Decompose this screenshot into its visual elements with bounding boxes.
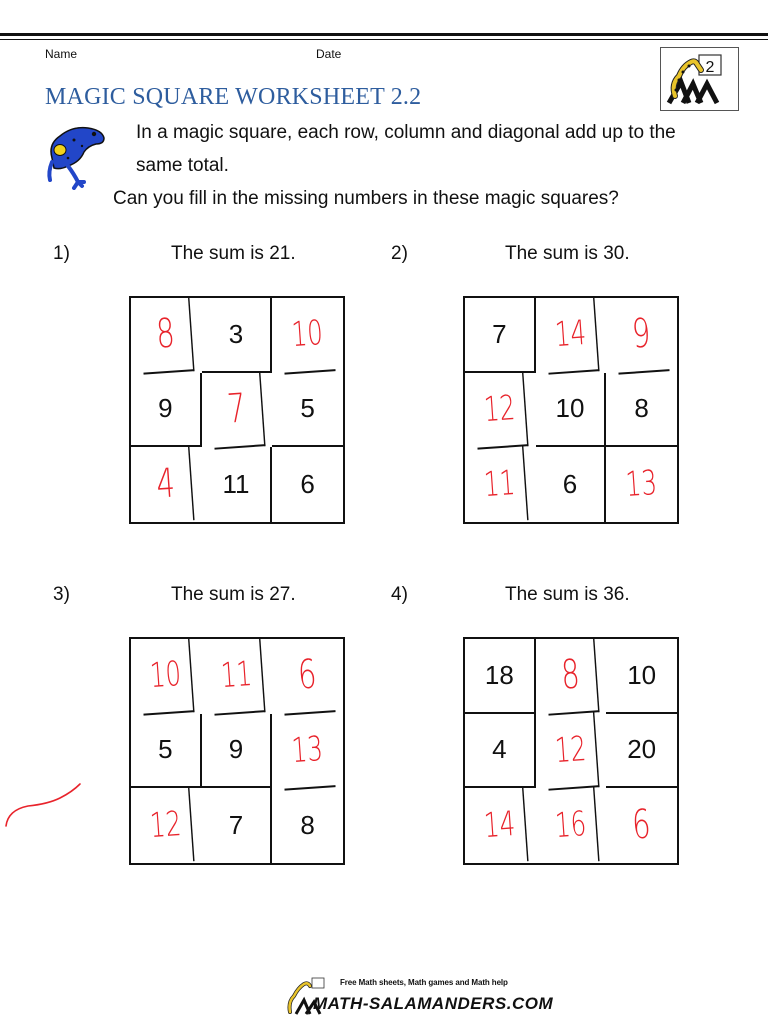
given-number-cell: 6 [300,469,315,500]
intro-line-1: In a magic square, each row, column and diagonal add up to the [136,122,676,143]
given-number-cell: 6 [536,447,607,522]
problem-2-number: 2) [391,243,408,264]
handwritten-answer-cell: 6 [280,637,336,715]
given-number-cell: 9 [202,714,273,789]
handwritten-answer-cell: 7 [209,371,265,449]
date-label: Date [316,47,342,61]
handwritten-answer-cell: 8 [543,637,599,715]
handwritten-answer-cell: 4 [138,446,194,524]
handwritten-answer-cell: 12 [472,371,528,449]
given-number-cell: 8 [606,373,677,448]
given-number-cell: 4 [465,714,536,789]
handwritten-answer-cell: 13 [280,712,336,790]
handwritten-answer-cell: 9 [614,296,670,374]
salamander-logo-icon [660,47,739,111]
handwritten-answer-cell: 10 [138,637,194,715]
handwritten-answer-cell: 12 [543,712,599,790]
handwritten-answer-cell: 11 [209,637,265,715]
problem-2-sum: The sum is 30. [505,243,630,264]
given-number-cell: 10 [606,639,677,714]
given-number-cell: 3 [202,298,273,373]
blue-frog-icon [44,118,106,190]
given-number-cell: 10 [536,373,607,448]
handwritten-answer-cell: 16 [543,787,599,865]
handwritten-answer-cell: 14 [543,296,599,374]
worksheet-title: MAGIC SQUARE WORKSHEET 2.2 [45,84,422,110]
given-number-cell: 18 [465,639,536,714]
problem-1-sum: The sum is 21. [171,243,296,264]
handwritten-answer-cell: 12 [138,787,194,865]
grade-badge-text: 2 [705,59,715,76]
handwritten-answer-cell: 8 [138,296,194,374]
handwritten-answer-cell: 11 [472,446,528,524]
top-rule-thin [0,39,768,40]
footer-tagline: Free Math sheets, Math games and Math help [340,978,508,987]
problem-4-number: 4) [391,584,408,605]
given-number-cell: 7 [202,788,273,863]
problem-3-sum: The sum is 27. [171,584,296,605]
given-number-cell: 5 [272,373,343,448]
magic-square-3 [129,637,345,865]
top-rule-thick [0,33,768,36]
name-label: Name [45,47,78,61]
problem-3-number: 3) [53,584,70,605]
given-number-cell: 7 [465,298,536,373]
given-number-cell: 9 [131,373,202,448]
intro-line-2: same total. [136,155,229,176]
given-number-cell: 8 [300,810,315,841]
handwritten-answer-cell: 10 [280,296,336,374]
footer-brand: MATH-SALAMANDERS.COM [313,994,554,1013]
problem-1-number: 1) [53,243,70,264]
magic-square-2 [463,296,679,524]
given-number-cell: 11 [202,447,273,522]
magic-square-1 [129,296,345,524]
handwritten-answer-cell: 14 [472,787,528,865]
given-number-cell: 20 [606,714,677,789]
magic-square-4 [463,637,679,865]
handwritten-answer-cell: 6 [630,802,653,850]
handwritten-answer-cell: 13 [624,463,659,506]
intro-line-3: Can you fill in the missing numbers in these magic squares? [113,188,619,209]
stray-pen-mark [0,770,90,830]
problem-4-sum: The sum is 36. [505,584,630,605]
given-number-cell: 5 [131,714,202,789]
